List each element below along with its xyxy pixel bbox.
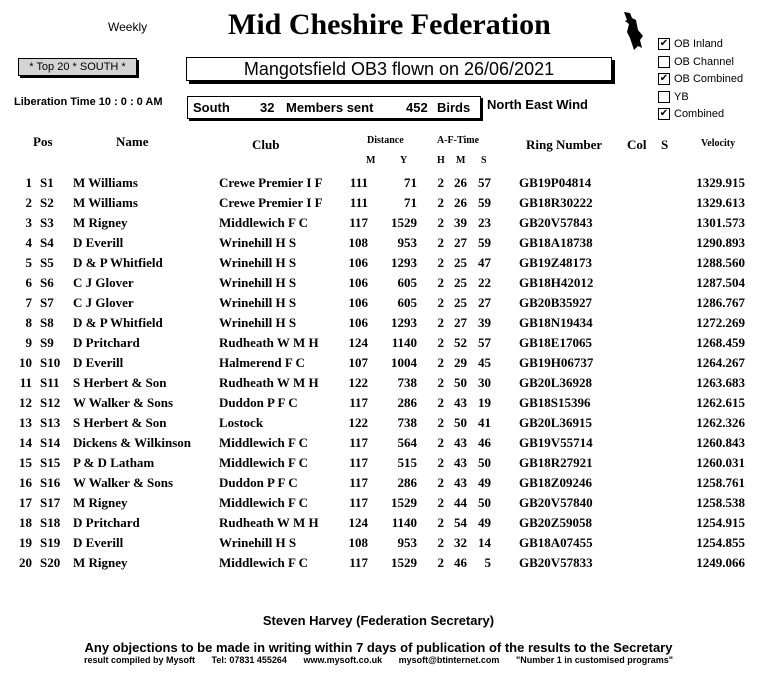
option-checkbox[interactable]: ✔ [659,108,669,120]
cell-m: 111 [349,175,368,190]
cell-mi: 25 [454,275,467,290]
slogan: "Number 1 in customised programs" [515,655,674,665]
cell-y: 953 [397,235,417,250]
cell-s: 57 [478,335,491,350]
cell-h: 2 [437,335,444,350]
cell-pos: 19 [19,535,32,550]
cell-name: S Herbert & Son [73,375,167,390]
cell-name: M Rigney [73,495,128,510]
cell-ring: GB20L36915 [519,415,592,430]
table-row [0,212,757,232]
table-row [0,352,757,372]
cell-mi: 43 [454,475,467,490]
pigeon-icon [618,10,644,50]
cell-sec: S12 [40,395,61,410]
cell-sec: S3 [40,215,54,230]
cell-ring: GB19H06737 [519,355,594,370]
cell-y: 1004 [391,355,417,370]
cell-y: 1293 [391,315,417,330]
cell-y: 605 [397,295,417,310]
cell-pos: 4 [25,235,32,250]
wind-direction: North East Wind [487,97,588,112]
cell-s: 47 [478,255,491,270]
table-row [0,272,757,292]
cell-sec: S9 [40,335,54,350]
table-row [0,472,757,492]
cell-vel: 1249.066 [696,555,745,570]
cell-vel: 1329.915 [696,175,745,190]
cell-y: 286 [397,395,417,410]
option-label: OB Inland [674,38,723,50]
cell-mi: 25 [454,255,467,270]
cell-club: Middlewich F C [219,215,309,230]
section-name: South [193,100,230,115]
cell-club: Wrinehill H S [219,275,297,290]
cell-ring: GB19Z48173 [519,255,592,270]
col-pos: Pos [33,134,53,149]
cell-vel: 1254.915 [696,515,745,530]
cell-ring: GB18E17065 [519,335,592,350]
cell-sec: S14 [40,435,61,450]
cell-pos: 5 [25,255,32,270]
members-label: Members sent [286,100,374,115]
cell-s: 50 [478,495,491,510]
cell-name: P & D Latham [73,455,155,470]
cell-mi: 46 [454,555,467,570]
cell-y: 564 [397,435,417,450]
cell-y: 1140 [391,335,417,350]
cell-m: 117 [349,215,368,230]
cell-ring: GB20V57833 [519,555,593,570]
col-aft: A-F-Time [437,135,480,146]
cell-club: Wrinehill H S [219,295,297,310]
cell-s: 19 [478,395,491,410]
cell-h: 2 [437,475,444,490]
cell-ring: GB20B35927 [519,295,592,310]
cell-pos: 14 [19,435,32,450]
table-row [0,412,757,432]
cell-club: Wrinehill H S [219,535,297,550]
cell-m: 106 [348,255,368,270]
option-3[interactable] [658,90,689,104]
cell-mi: 50 [454,375,467,390]
cell-h: 2 [437,395,444,410]
table-row [0,312,757,332]
cell-name: D Pritchard [73,515,140,530]
cell-vel: 1260.843 [696,435,745,450]
cell-m: 117 [349,435,368,450]
option-2[interactable] [658,72,743,86]
cell-sec: S19 [40,535,61,550]
cell-h: 2 [437,455,444,470]
cell-pos: 13 [19,415,32,430]
cell-mi: 43 [454,455,467,470]
cell-s: 46 [478,435,491,450]
cell-y: 515 [397,455,417,470]
cell-mi: 52 [454,335,467,350]
cell-club: Middlewich F C [219,495,309,510]
option-label: OB Channel [674,55,734,68]
cell-h: 2 [437,235,444,250]
race-title: Mangotsfield OB3 flown on 26/06/2021 [186,57,612,81]
cell-h: 2 [437,275,444,290]
cell-h: 2 [437,415,444,430]
birds-count: 452 [406,100,428,115]
cell-s: 45 [478,355,491,370]
table-row [0,452,757,472]
cell-sec: S16 [40,475,61,490]
table-row [0,232,757,252]
cell-ring: GB20V57840 [519,495,593,510]
cell-name: M Williams [73,175,138,190]
cell-name: D Everill [73,235,124,250]
cell-name: W Walker & Sons [73,475,174,490]
cell-ring: GB18H42012 [519,275,594,290]
cell-m: 106 [348,275,368,290]
table-row [0,552,757,572]
cell-m: 122 [348,415,368,430]
col-club: Club [252,137,280,152]
col-seconds: S [481,155,487,166]
cell-mi: 27 [454,315,467,330]
cell-m: 122 [348,375,368,390]
cell-pos: 15 [19,455,32,470]
cell-sec: S20 [40,555,61,570]
cell-s: 5 [484,555,491,570]
liberation-time: Liberation Time 10 : 0 : 0 AM [14,96,163,108]
cell-y: 1140 [391,515,417,530]
cell-m: 117 [349,495,368,510]
top20-badge: * Top 20 * SOUTH * [18,58,137,76]
cell-m: 111 [349,195,368,210]
option-4[interactable] [658,107,724,121]
col-sex: S [661,137,669,152]
compiled-by: result compiled by Mysoft [83,655,195,665]
cell-vel: 1263.683 [696,375,745,390]
cell-ring: GB20Z59058 [519,515,592,530]
cell-name: S Herbert & Son [73,415,167,430]
cell-ring: GB18A07455 [519,535,593,550]
secretary-line: Steven Harvey (Federation Secretary) [262,613,495,628]
cell-pos: 6 [25,275,32,290]
cell-pos: 9 [25,335,32,350]
cell-sec: S13 [40,415,61,430]
cell-s: 41 [478,415,491,430]
cell-y: 738 [397,375,417,390]
cell-vel: 1258.538 [696,495,745,510]
option-0[interactable] [658,37,723,51]
cell-h: 2 [437,435,444,450]
option-label: OB Combined [674,73,744,85]
cell-mi: 26 [454,195,467,210]
table-row [0,512,757,532]
cell-s: 39 [478,315,491,330]
cell-h: 2 [437,535,444,550]
phone: Tel: 07831 455264 [211,655,287,665]
cell-vel: 1262.326 [696,415,745,430]
cell-h: 2 [437,295,444,310]
cell-pos: 16 [19,475,32,490]
cell-club: Wrinehill H S [219,235,297,250]
cell-pos: 2 [25,195,32,210]
cell-vel: 1272.269 [696,315,745,330]
cell-m: 108 [348,535,368,550]
cell-name: D Everill [73,535,124,550]
cell-ring: GB18S15396 [519,395,591,410]
cell-club: Rudheath W M H [219,375,319,390]
cell-name: C J Glover [73,275,134,290]
weekly-label: Weekly [108,20,148,34]
cell-h: 2 [437,315,444,330]
cell-s: 57 [478,175,491,190]
members-count: 32 [260,100,275,115]
cell-mi: 39 [454,215,467,230]
col-minutes: M [456,155,466,166]
cell-sec: S17 [40,495,61,510]
cell-vel: 1288.560 [696,255,745,270]
table-row [0,332,757,352]
cell-y: 605 [397,275,417,290]
cell-sec: S8 [40,315,54,330]
cell-mi: 43 [454,435,467,450]
cell-sec: S7 [40,295,54,310]
cell-sec: S10 [40,355,61,370]
cell-name: D & P Whitfield [73,315,163,330]
cell-mi: 50 [454,415,467,430]
cell-h: 2 [437,515,444,530]
cell-club: Halmerend F C [219,355,305,370]
cell-club: Middlewich F C [219,435,309,450]
cell-y: 1293 [391,255,417,270]
cell-m: 106 [348,315,368,330]
table-row [0,172,757,192]
cell-vel: 1254.855 [696,535,745,550]
cell-name: M Rigney [73,215,128,230]
cell-sec: S1 [40,175,54,190]
cell-h: 2 [437,195,444,210]
option-checkbox[interactable] [658,56,670,68]
cell-pos: 7 [25,295,32,310]
cell-ring: GB19V55714 [519,435,593,450]
cell-name: D Everill [73,355,124,370]
birds-label: Birds [437,100,471,115]
cell-vel: 1260.031 [696,455,745,470]
cell-y: 1529 [391,215,417,230]
table-row [0,492,757,512]
cell-h: 2 [437,555,444,570]
cell-pos: 17 [19,495,32,510]
col-yards: Y [400,155,408,166]
cell-club: Duddon P F C [219,395,298,410]
cell-h: 2 [437,355,444,370]
cell-m: 117 [349,455,368,470]
cell-sec: S4 [40,235,54,250]
cell-mi: 54 [454,515,467,530]
cell-s: 50 [478,455,491,470]
website: www.mysoft.co.uk [303,655,383,665]
cell-pos: 10 [19,355,32,370]
cell-s: 30 [478,375,491,390]
cell-sec: S5 [40,255,54,270]
cell-pos: 20 [19,555,32,570]
cell-name: C J Glover [73,295,134,310]
cell-h: 2 [437,495,444,510]
cell-pos: 12 [19,395,32,410]
cell-m: 117 [349,395,368,410]
cell-m: 106 [348,295,368,310]
cell-s: 22 [478,275,491,290]
email: mysoft@btinternet.com [398,655,500,665]
cell-s: 14 [478,535,491,550]
cell-name: D Pritchard [73,335,140,350]
cell-m: 124 [348,515,368,530]
cell-vel: 1286.767 [696,295,745,310]
page-title: Mid Cheshire Federation [228,8,551,41]
cell-mi: 27 [454,235,467,250]
cell-s: 27 [478,295,491,310]
cell-y: 71 [404,175,417,190]
cell-sec: S6 [40,275,54,290]
cell-h: 2 [437,175,444,190]
cell-name: M Rigney [73,555,128,570]
objections-notice: Any objections to be made in writing within 7 days of publication of the results to the Secretary [84,640,673,655]
cell-club: Crewe Premier I F [219,195,323,210]
cell-y: 1529 [391,495,417,510]
cell-ring: GB20L36928 [519,375,592,390]
cell-vel: 1329.613 [696,195,745,210]
cell-vel: 1287.504 [696,275,745,290]
cell-m: 117 [349,555,368,570]
cell-pos: 11 [19,375,32,390]
table-row [0,372,757,392]
cell-sec: S2 [40,195,54,210]
cell-s: 59 [478,235,491,250]
cell-s: 49 [478,515,491,530]
cell-name: M Williams [73,195,138,210]
cell-s: 23 [478,215,491,230]
cell-mi: 29 [454,355,467,370]
cell-club: Wrinehill H S [219,315,297,330]
table-row [0,252,757,272]
table-row [0,432,757,452]
cell-sec: S11 [40,375,60,390]
cell-ring: GB20V57843 [519,215,593,230]
cell-vel: 1268.459 [696,335,745,350]
table-row [0,392,757,412]
cell-m: 117 [349,475,368,490]
cell-y: 1529 [391,555,417,570]
option-label: YB [674,90,689,103]
col-miles: M [366,155,376,166]
cell-pos: 18 [19,515,32,530]
cell-ring: GB18A18738 [519,235,593,250]
cell-name: D & P Whitfield [73,255,163,270]
col-name: Name [116,134,149,149]
cell-vel: 1264.267 [696,355,745,370]
cell-h: 2 [437,375,444,390]
cell-y: 738 [397,415,417,430]
members-summary [187,96,481,119]
cell-pos: 3 [25,215,32,230]
cell-ring: GB18R27921 [519,455,593,470]
cell-ring: GB18N19434 [519,315,593,330]
cell-mi: 25 [454,295,467,310]
table-row [0,532,757,552]
cell-club: Rudheath W M H [219,335,319,350]
cell-club: Duddon P F C [219,475,298,490]
cell-club: Middlewich F C [219,455,309,470]
cell-mi: 26 [454,175,467,190]
cell-y: 71 [404,195,417,210]
col-velocity: Velocity [701,138,736,149]
cell-sec: S18 [40,515,61,530]
cell-ring: GB18R30222 [519,195,593,210]
cell-vel: 1258.761 [696,475,745,490]
cell-y: 286 [397,475,417,490]
cell-pos: 8 [25,315,32,330]
col-ring: Ring Number [526,137,603,152]
cell-sec: S15 [40,455,61,470]
cell-y: 953 [397,535,417,550]
col-distance: Distance [367,135,404,146]
cell-pos: 1 [25,175,32,190]
cell-s: 59 [478,195,491,210]
option-checkbox[interactable]: ✔ [659,38,669,50]
cell-mi: 32 [454,535,467,550]
cell-h: 2 [437,255,444,270]
cell-name: W Walker & Sons [73,395,174,410]
col-hours: H [437,155,445,166]
cell-ring: GB18Z09246 [519,475,592,490]
cell-m: 124 [348,335,368,350]
col-colour: Col [627,137,647,152]
cell-club: Middlewich F C [219,555,309,570]
cell-vel: 1262.615 [696,395,745,410]
cell-ring: GB19P04814 [519,175,592,190]
cell-vel: 1290.893 [696,235,745,250]
cell-m: 107 [348,355,368,370]
cell-club: Rudheath W M H [219,515,319,530]
cell-name: Dickens & Wilkinson [73,435,192,450]
option-1[interactable] [658,55,734,69]
table-row [0,192,757,212]
cell-m: 108 [348,235,368,250]
cell-mi: 44 [454,495,467,510]
option-checkbox[interactable]: ✔ [659,73,669,85]
cell-mi: 43 [454,395,467,410]
option-label: Combined [674,108,725,120]
cell-h: 2 [437,215,444,230]
cell-club: Wrinehill H S [219,255,297,270]
compiled-by-footer [0,655,757,665]
cell-club: Lostock [219,415,264,430]
option-checkbox[interactable] [658,91,670,103]
table-row [0,292,757,312]
cell-s: 49 [478,475,491,490]
cell-vel: 1301.573 [696,215,745,230]
cell-club: Crewe Premier I F [219,175,323,190]
